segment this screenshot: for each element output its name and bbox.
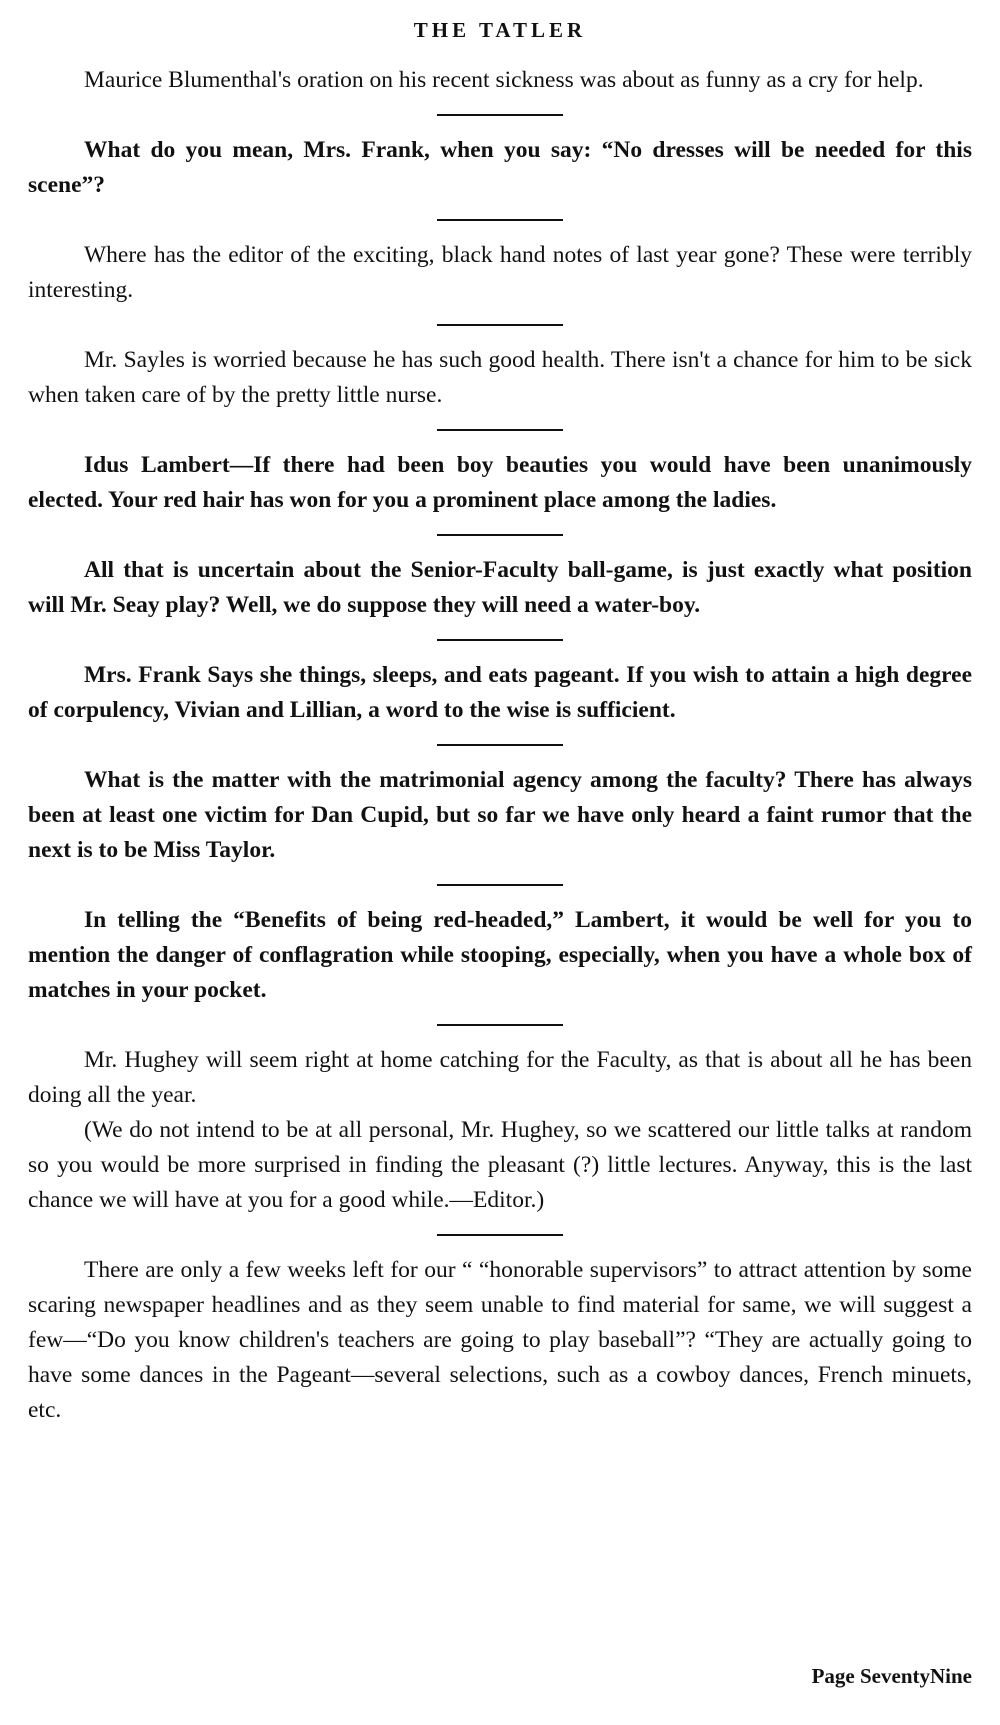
separator-rule xyxy=(437,744,563,746)
paragraph-editor-note: (We do not intend to be at all personal, Mr. Hughey, so we scattered our little talks at random so you would be more surprised in finding the pleasant (?) little lectures. Anyway, this is the last chance we will have at you for a good while.—Editor.) xyxy=(28,1117,972,1213)
paragraph-idus-lambert: Idus Lambert—If there had been boy beauties you would have been unanimously elected. Your red hair has won for you a prominent place among the ladies. xyxy=(28,452,972,513)
paragraph-mr-hughey: Mr. Hughey will seem right at home catching for the Faculty, as that is about all he has been doing all the year. xyxy=(28,1047,972,1108)
separator-rule xyxy=(437,114,563,116)
page-header-title: THE TATLER xyxy=(413,18,587,42)
paragraph-black-hand-notes: Where has the editor of the exciting, black hand notes of last year gone? These were terribly interesting. xyxy=(28,242,972,303)
paragraph-blumenthal: Maurice Blumenthal's oration on his recent sickness was about as funny as a cry for help. xyxy=(84,67,924,93)
separator-rule xyxy=(437,219,563,221)
separator-rule xyxy=(437,534,563,536)
paragraph-supervisors: There are only a few weeks left for our “ “honorable supervisors” to attract attention by some scaring newspaper headlines and as they seem unable to find material for same, we will suggest a few—“Do you know children's teachers are going to play baseball”? “They are actually going to have some dances in the Pageant—several selections, such as a cowboy dances, French minuets, etc. xyxy=(28,1257,972,1423)
paragraph-matrimonial-agency: What is the matter with the matrimonial agency among the faculty? There has always been at least one victim for Dan Cupid, but so far we have only heard a faint rumor that the next is to be Miss Taylor. xyxy=(28,767,972,863)
paragraph-red-headed: In telling the “Benefits of being red-headed,” Lambert, it would be well for you to mention the danger of conflagration while stooping, especially, when you have a whole box of matches in your pocket. xyxy=(28,907,972,1003)
page-number: Page SeventyNine xyxy=(811,1664,972,1688)
paragraph-mrs-frank-dresses: What do you mean, Mrs. Frank, when you say: “No dresses will be needed for this scene”? xyxy=(28,137,972,198)
page xyxy=(28,18,972,1428)
separator-rule xyxy=(437,324,563,326)
separator-rule xyxy=(437,1234,563,1236)
separator-rule xyxy=(437,429,563,431)
separator-rule xyxy=(437,1024,563,1026)
separator-rule xyxy=(437,639,563,641)
separator-rule xyxy=(437,884,563,886)
paragraph-ball-game: All that is uncertain about the Senior-Faculty ball-game, is just exactly what position will Mr. Seay play? Well, we do suppose they will need a water-boy. xyxy=(28,557,972,618)
paragraph-mr-sayles: Mr. Sayles is worried because he has such good health. There isn't a chance for him to be sick when taken care of by the pretty little nurse. xyxy=(28,347,972,408)
paragraph-pageant: Mrs. Frank Says she things, sleeps, and eats pageant. If you wish to attain a high degree of corpulency, Vivian and Lillian, a word to the wise is sufficient. xyxy=(28,662,972,723)
